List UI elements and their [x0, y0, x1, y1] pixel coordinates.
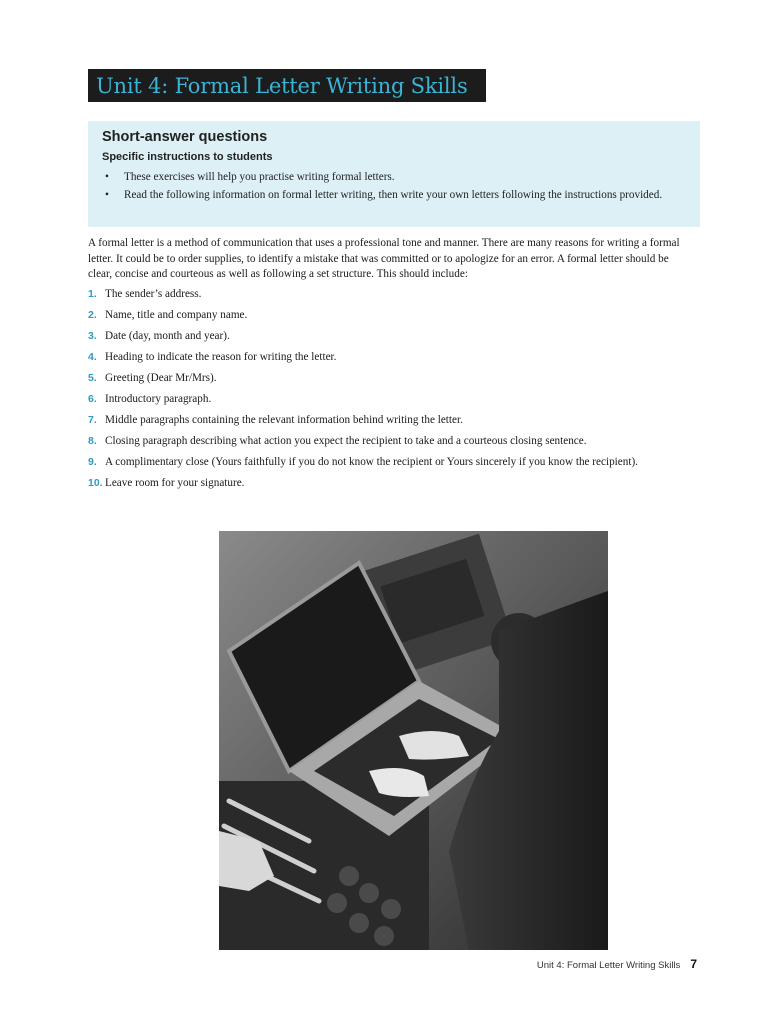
step-number: 8. [88, 435, 97, 447]
list-item [88, 455, 688, 470]
step-text: Introductory paragraph. [105, 393, 212, 405]
step-text: Heading to indicate the reason for writing the letter. [105, 351, 337, 363]
letter-structure-list [88, 287, 688, 497]
step-text: Greeting (Dear Mr/Mrs). [105, 372, 217, 384]
step-text: Name, title and company name. [105, 309, 248, 321]
list-item [88, 308, 688, 323]
bullet-text: These exercises will help you practise writing formal letters. [124, 171, 395, 183]
step-number: 2. [88, 309, 97, 321]
instructions-heading: Short-answer questions [102, 129, 268, 145]
bullet-text: Read the following information on formal letter writing, then write your own letters following the instructions provided. [124, 189, 663, 201]
page-footer [537, 957, 697, 971]
page-number: 7 [690, 957, 697, 971]
step-text: The sender’s address. [105, 288, 202, 300]
step-text: A complimentary close (Yours faithfully if you do not know the recipient or Yours sincerely if you know the recipient). [105, 456, 638, 468]
list-item [102, 170, 686, 185]
instructions-subheading: Specific instructions to students [102, 151, 273, 163]
intro-paragraph: A formal letter is a method of communication that uses a professional tone and manner. There are many reasons for writing a formal letter. It could be to order supplies, to identify a mistake that was committed or to apologize for an error. A formal letter should be clear, concise and courteous as well as following a set structure. This should include: [88, 237, 680, 281]
list-item [88, 434, 688, 449]
step-number: 10. [88, 477, 103, 489]
list-item [102, 188, 686, 203]
step-text: Middle paragraphs containing the relevant information behind writing the letter. [105, 414, 463, 426]
step-number: 5. [88, 372, 97, 384]
step-text: Leave room for your signature. [105, 477, 245, 489]
step-number: 1. [88, 288, 97, 300]
instructions-box [88, 121, 700, 227]
step-text: Closing paragraph describing what action you expect the recipient to take and a courteous closing sentence. [105, 435, 587, 447]
list-item [88, 329, 688, 344]
list-item [88, 392, 688, 407]
list-item [88, 413, 688, 428]
step-number: 6. [88, 393, 97, 405]
step-number: 4. [88, 351, 97, 363]
step-number: 7. [88, 414, 97, 426]
unit-title-banner [88, 69, 486, 102]
list-item [88, 287, 688, 302]
bullet-icon: • [105, 171, 109, 183]
bullet-icon: • [105, 189, 109, 201]
page-title: Unit 4: Formal Letter Writing Skills [96, 73, 468, 98]
list-item [88, 476, 688, 491]
instructions-list [102, 170, 686, 203]
step-text: Date (day, month and year). [105, 330, 230, 342]
step-number: 9. [88, 456, 97, 468]
footer-title: Unit 4: Formal Letter Writing Skills [536, 960, 681, 971]
list-item [88, 350, 688, 365]
step-number: 3. [88, 330, 97, 342]
mechanic-laptop-photo [219, 531, 608, 950]
list-item [88, 371, 688, 386]
